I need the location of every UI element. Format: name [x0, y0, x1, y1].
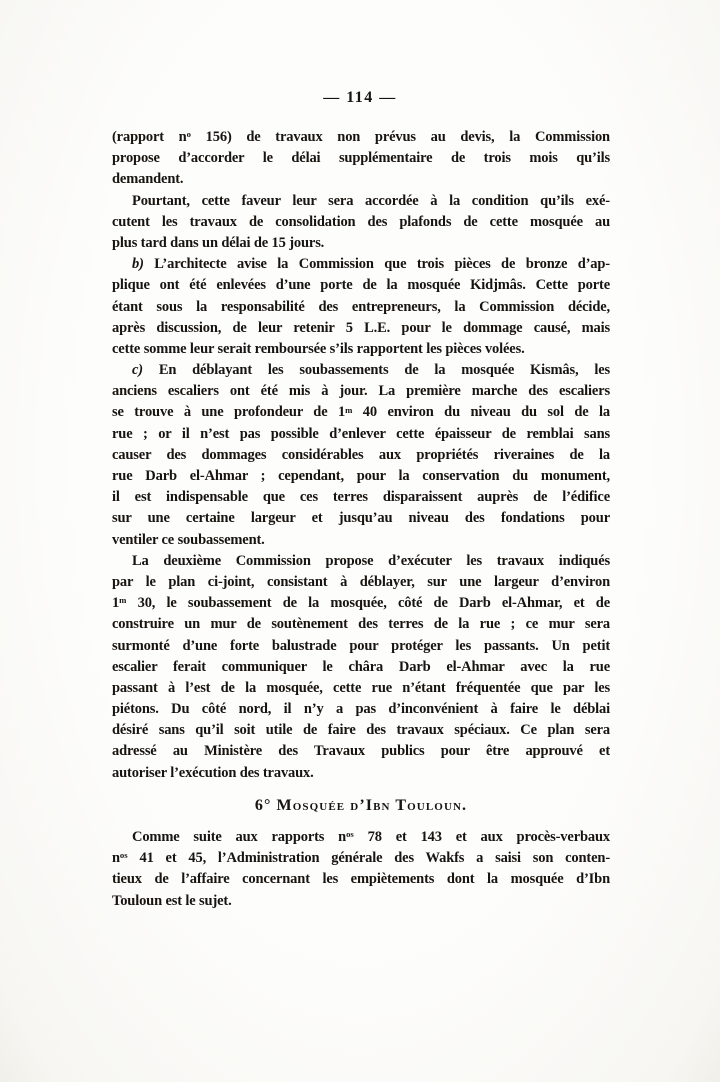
text-line: se trouve à une profondeur de 1$^m$ 40 environ du niveau du sol de la [112, 404, 610, 421]
text-line: $n^{os}$ 41 et 45, l’Administration générale des Wakfs a saisi son conten- [112, 850, 610, 867]
text-line: après discussion, de leur retenir 5 L.E. pour le dommage causé, mais [112, 319, 610, 336]
text-line: plique ont été enlevées d’une porte de la mosquée Kidjmâs. Cette porte [112, 277, 610, 294]
text-line: ventiler ce soubassement. [112, 531, 265, 548]
text-line: Comme suite aux rapports $n^{os}$ 78 et 143 et aux procès-verbaux [132, 829, 610, 846]
text-line: escalier ferait communiquer le châra Darb el-Ahmar avec la rue [112, 658, 610, 675]
section-heading: 6° Mosquée d’Ibn Touloun. [254, 796, 468, 814]
text-line: passant à l’est de la mosquée, cette rue n’étant fréquentée que par les [112, 679, 610, 696]
text-line: Pourtant, cette faveur leur sera accordée à la condition qu’ils exé- [132, 192, 610, 209]
page-text-block [112, 127, 610, 912]
text-line: cette somme leur serait remboursée s’ils rapportent les pièces volées. [112, 340, 525, 357]
text-line: 1$^m$ 30, le soubassement de la mosquée, côté de Darb el-Ahmar, et de [112, 595, 610, 612]
text-line: rue Darb el-Ahmar ; cependant, pour la conservation du monument, [112, 468, 610, 484]
text-line: adressé au Ministère des Travaux publics pour être approuvé et [112, 743, 610, 760]
text-line: c) En déblayant les soubassements de la mosquée Kismâs, les [132, 362, 610, 379]
text-line: (rapport $n^o$ 156) de travaux non prévus au devis, la Commission [112, 129, 610, 145]
text-line: piétons. Du côté nord, il n’y a pas d’inconvénient à faire le déblai [112, 701, 610, 718]
text-line: anciens escaliers ont été mis à jour. La première marche des escaliers [112, 383, 610, 400]
text-line: rue ; or il n’est pas possible d’enlever cette épaisseur de remblai sans [112, 425, 610, 442]
text-line: par le plan ci-joint, consistant à déblayer, sur une largeur d’environ [112, 573, 610, 590]
page-number: — 114 — [323, 89, 397, 106]
text-line: il est indispensable que ces terres disparaissent auprès de l’édifice [112, 489, 610, 506]
text-line: étant sous la responsabilité des entrepreneurs, la Commission décide, [112, 298, 610, 315]
text-line: La deuxième Commission propose d’exécuter les travaux indiqués [132, 552, 610, 569]
text-line: construire un mur de soutènement des terres de la rue ; ce mur sera [112, 616, 610, 633]
text-line: propose d’accorder le délai supplémentaire de trois mois qu’ils [112, 150, 610, 167]
text-line: sur une certaine largeur et jusqu’au niveau des fondations pour [112, 510, 610, 527]
text-line: b) L’architecte avise la Commission que trois pièces de bronze d’ap- [132, 256, 610, 273]
text-line: désiré sans qu’il soit utile de faire des travaux spéciaux. Ce plan sera [112, 722, 610, 739]
text-line: plus tard dans un délai de 15 jours. [112, 234, 325, 251]
text-line: causer des dommages considérables aux propriétés riveraines de la [112, 446, 610, 463]
text-line: surmonté d’une forte balustrade pour protéger les passants. Un petit [112, 637, 610, 654]
text-line: Touloun est le sujet. [112, 892, 232, 909]
text-line: autoriser l’exécution des travaux. [112, 764, 314, 781]
text-line: cutent les travaux de consolidation des plafonds de cette mosquée au [112, 213, 610, 230]
text-line: demandent. [112, 171, 184, 188]
text-line: tieux de l’affaire concernant les empiètements dont la mosquée d’Ibn [112, 871, 610, 888]
